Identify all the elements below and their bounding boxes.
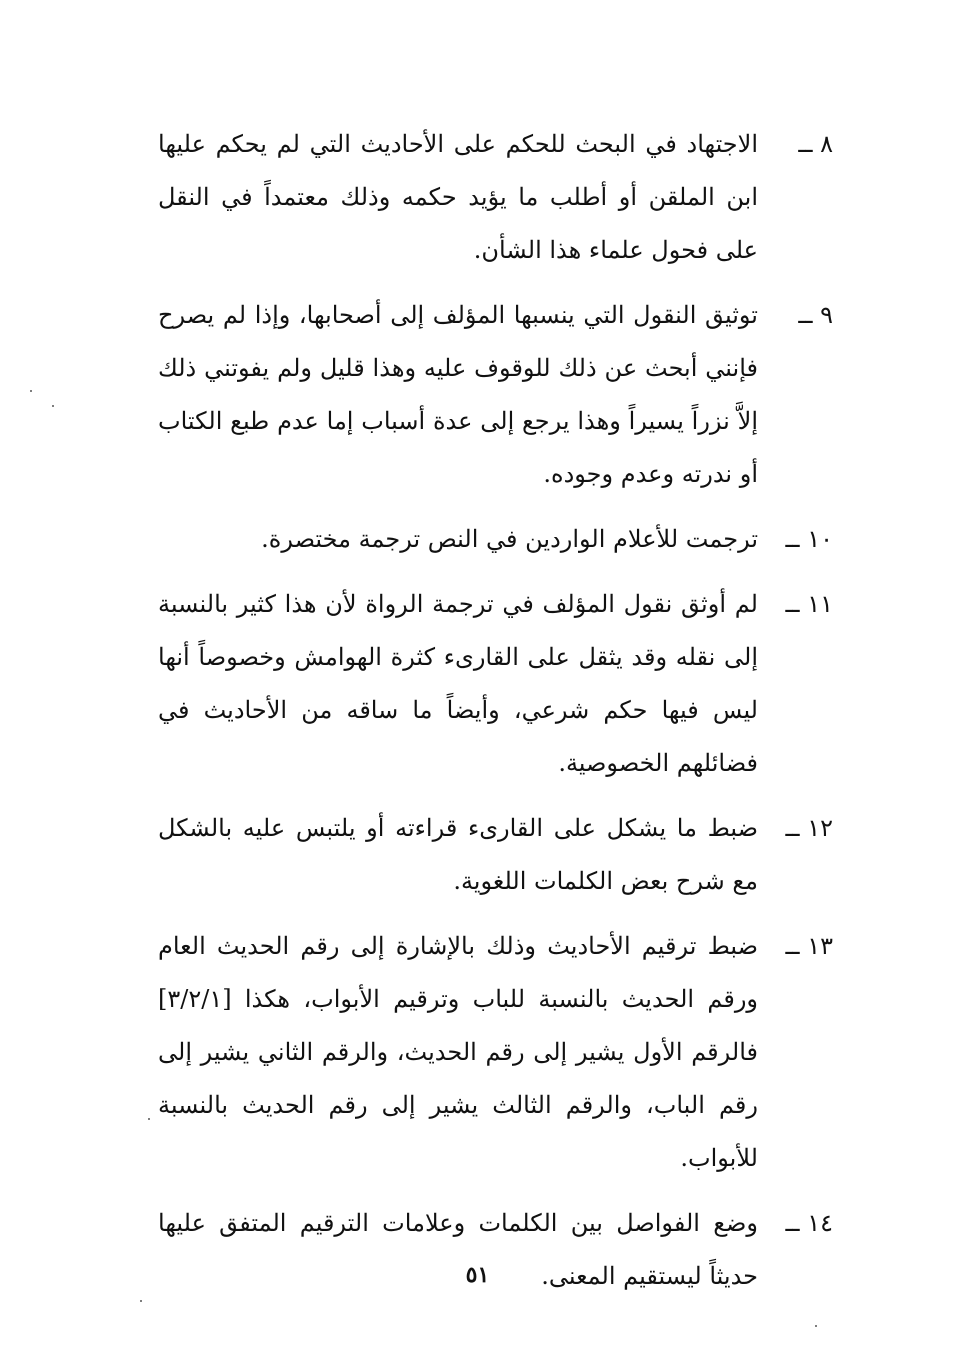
scan-speck: [30, 390, 32, 392]
item-text: الاجتهاد في البحث للحكم على الأحاديث التي لم يحكم عليها ابن الملقن أو أطلب ما يؤيد حكمه وذلك معتمداً في النقل على فحول علماء هذا الشأن.: [158, 130, 758, 264]
item-text: لم أوثق نقول المؤلف في ترجمة الرواة لأن هذا كثير بالنسبة إلى نقله وقد يثقل على القارىء كثرة الهوامش وخصوصاً أنها ليس فيها حكم شرعي، وأيضاً ما ساقه من الأحاديث في فضائلهم الخصوصية.: [158, 590, 758, 777]
item-text: ترجمت للأعلام الواردين في النص ترجمة مختصرة.: [261, 525, 758, 553]
item-number: ١٤ ــ: [785, 1209, 833, 1237]
item-number: ١٠ ــ: [785, 525, 833, 553]
item-text: وضع الفواصل بين الكلمات وعلامات الترقيم المتفق عليها حديثاً ليستقيم المعنى.: [158, 1209, 758, 1290]
item-text: توثيق النقول التي ينسبها المؤلف إلى أصحابها، وإذا لم يصرح فإنني أبحث عن ذلك للوقوف عليه وهذا قليل ولم يفوتني ذلك إلاَّ نزراً يسيراً وهذا يرجع إلى عدة أسباب إما عدم طبع الكتاب أو ندرته وعدم وجوده.: [158, 301, 758, 488]
scan-speck: [148, 1118, 150, 1120]
item-number: ١١ ــ: [785, 590, 833, 618]
methodology-list: [158, 118, 833, 1315]
list-item-13: [158, 920, 833, 1185]
item-number: ١٢ ــ: [785, 814, 833, 842]
page-number: ٥١: [465, 1262, 490, 1288]
item-text: ضبط ترقيم الأحاديث وذلك بالإشارة إلى رقم الحديث العام ورقم الحديث بالنسبة للباب وترقيم الأبواب، هكذا [٣/٢/١] فالرقم الأول يشير إلى رقم الحديث، والرقم الثاني يشير إلى رقم الباب، والرقم الثالث يشير إلى رقم الحديث بالنسبة للأبواب.: [158, 932, 758, 1172]
list-item-12: [158, 802, 833, 908]
list-item-11: [158, 578, 833, 790]
scan-speck: [140, 1300, 142, 1302]
item-number: ١٣ ــ: [785, 932, 833, 960]
list-item-8: [158, 118, 833, 277]
list-item-10: [158, 513, 833, 566]
scan-speck: [815, 1325, 817, 1327]
list-item-9: [158, 289, 833, 501]
item-text: ضبط ما يشكل على القارىء قراءته أو يلتبس عليه بالشكل مع شرح بعض الكلمات اللغوية.: [158, 814, 758, 895]
item-number: ٩ ــ: [798, 301, 833, 329]
item-number: ٨ ــ: [798, 130, 833, 158]
scan-speck: [52, 405, 54, 407]
